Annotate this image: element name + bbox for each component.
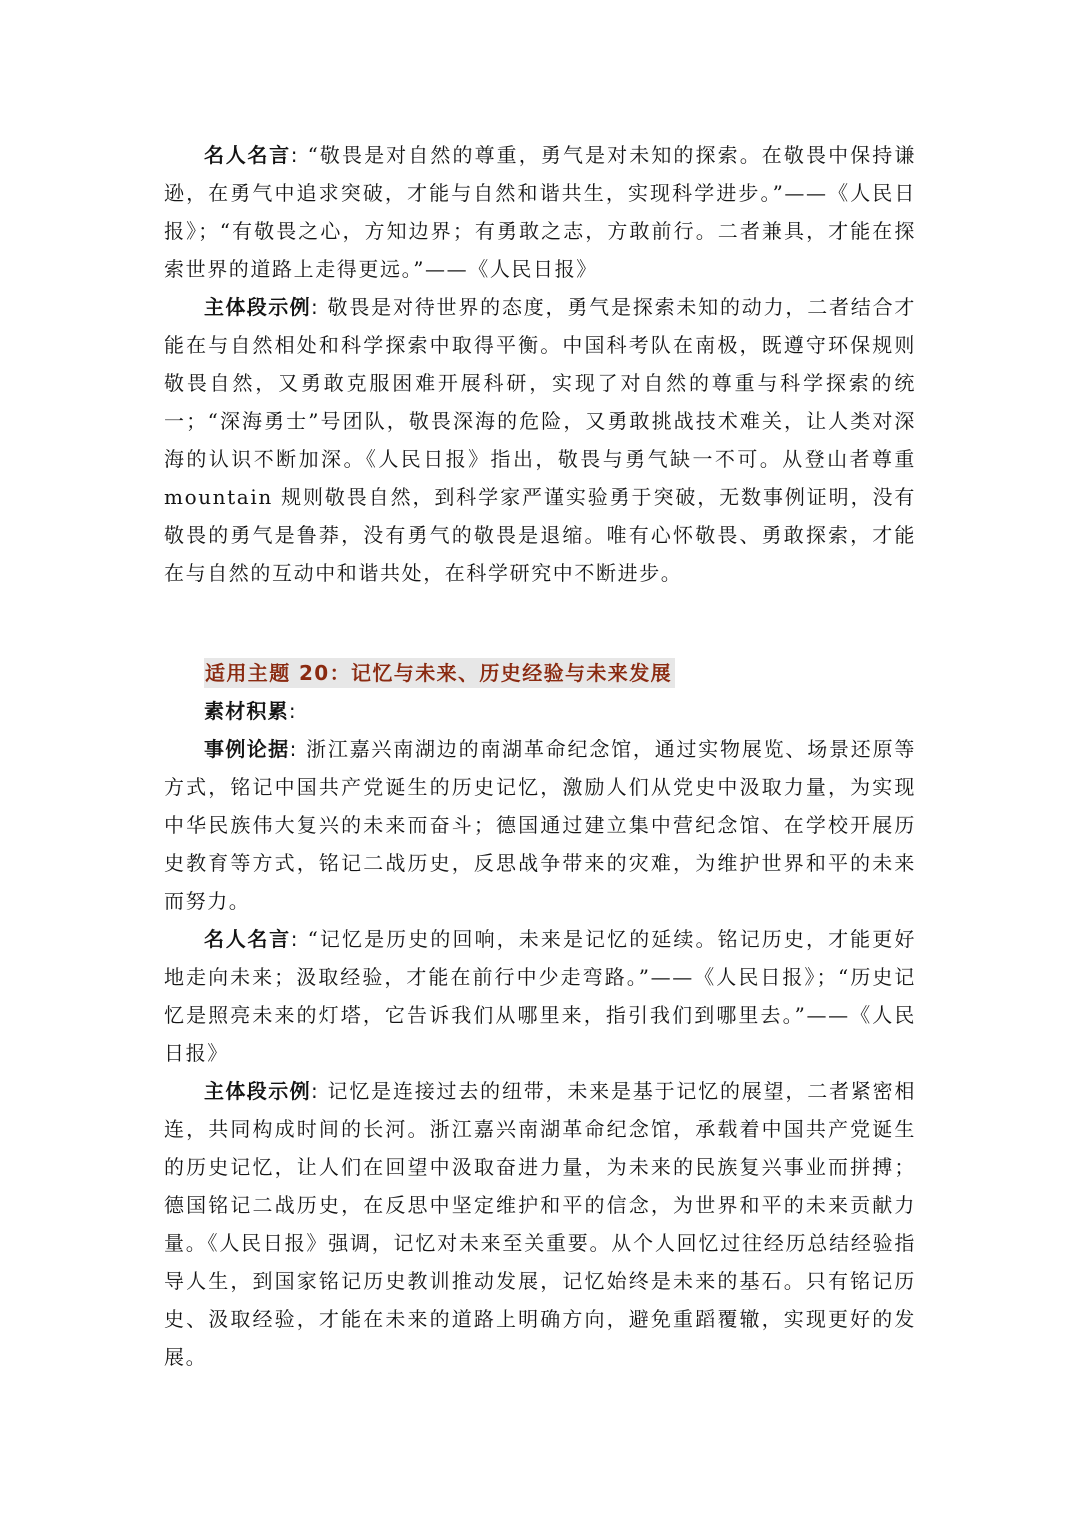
famous-quotes-text: “记忆是历史的回响，未来是记忆的延续。铭记历史，才能更好地走向未来；汲取经验，才能在前行中少走弯路。”——《人民日报》；“历史记忆是照亮未来的灯塔，它告诉我们从哪里来，指引我们到哪里去。”——《人民日报》 bbox=[164, 927, 916, 1065]
famous-quotes-label: 名人名言 bbox=[204, 927, 291, 951]
document-page bbox=[164, 136, 916, 1376]
body-example-paragraph bbox=[164, 1072, 916, 1376]
material-label: 素材积累 bbox=[204, 699, 289, 723]
label-colon: : bbox=[290, 927, 300, 951]
theme-title: 适用主题 20：记忆与未来、历史经验与未来发展 bbox=[204, 658, 675, 688]
case-evidence-paragraph bbox=[164, 730, 916, 920]
famous-quotes-paragraph bbox=[164, 920, 916, 1072]
body-example-paragraph bbox=[164, 288, 916, 592]
famous-quotes-label: 名人名言 bbox=[204, 143, 291, 167]
label-colon: : bbox=[289, 737, 298, 761]
case-evidence-label: 事例论据 bbox=[204, 737, 290, 761]
label-colon: : bbox=[311, 295, 320, 319]
famous-quotes-text: “敬畏是对自然的尊重，勇气是对未知的探索。在敬畏中保持谦逊，在勇气中追求突破，才能与自然和谐共生，实现科学进步。”——《人民日报》；“有敬畏之心，方知边界；有勇敢之志，方敢前行。二者兼具，才能在探索世界的道路上走得更远。”——《人民日报》 bbox=[164, 143, 916, 281]
famous-quotes-paragraph bbox=[164, 136, 916, 288]
label-colon: : bbox=[311, 1079, 320, 1103]
body-example-label: 主体段示例 bbox=[204, 295, 312, 319]
body-example-label: 主体段示例 bbox=[204, 1079, 312, 1103]
material-heading bbox=[164, 692, 916, 730]
label-colon: : bbox=[290, 143, 300, 167]
body-example-text: 敬畏是对待世界的态度，勇气是探索未知的动力，二者结合才能在与自然相处和科学探索中取得平衡。中国科考队在南极，既遵守环保规则敬畏自然，又勇敢克服困难开展科研，实现了对自然的尊重与科学探索的统一；“深海勇士”号团队，敬畏深海的危险，又勇敢挑战技术难关，让人类对深海的认识不断加深。《人民日报》指出，敬畏与勇气缺一不可。从登山者尊重mountain 规则敬畏自然，到科学家严谨实验勇于突破，无数事例证明，没有敬畏的勇气是鲁莽，没有勇气的敬畏是退缩。唯有心怀敬畏、勇敢探索，才能在与自然的互动中和谐共处，在科学研究中不断进步。 bbox=[164, 295, 916, 585]
body-example-text: 记忆是连接过去的纽带，未来是基于记忆的展望，二者紧密相连，共同构成时间的长河。浙江嘉兴南湖革命纪念馆，承载着中国共产党诞生的历史记忆，让人们在回望中汲取奋进力量，为未来的民族复兴事业而拼搏；德国铭记二战历史，在反思中坚定维护和平的信念，为世界和平的未来贡献力量。《人民日报》强调，记忆对未来至关重要。从个人回忆过往经历总结经验指导人生，到国家铭记历史教训推动发展，记忆始终是未来的基石。只有铭记历史、汲取经验，才能在未来的道路上明确方向，避免重蹈覆辙，实现更好的发展。 bbox=[164, 1079, 916, 1369]
case-evidence-text: 浙江嘉兴南湖边的南湖革命纪念馆，通过实物展览、场景还原等方式，铭记中国共产党诞生的历史记忆，激励人们从党史中汲取力量，为实现中华民族伟大复兴的未来而奋斗；德国通过建立集中营纪念馆、在学校开展历史教育等方式，铭记二战历史，反思战争带来的灾难，为维护世界和平的未来而努力。 bbox=[164, 737, 916, 913]
section-gap bbox=[164, 592, 916, 654]
label-colon: : bbox=[288, 699, 298, 723]
theme-heading bbox=[164, 654, 916, 692]
